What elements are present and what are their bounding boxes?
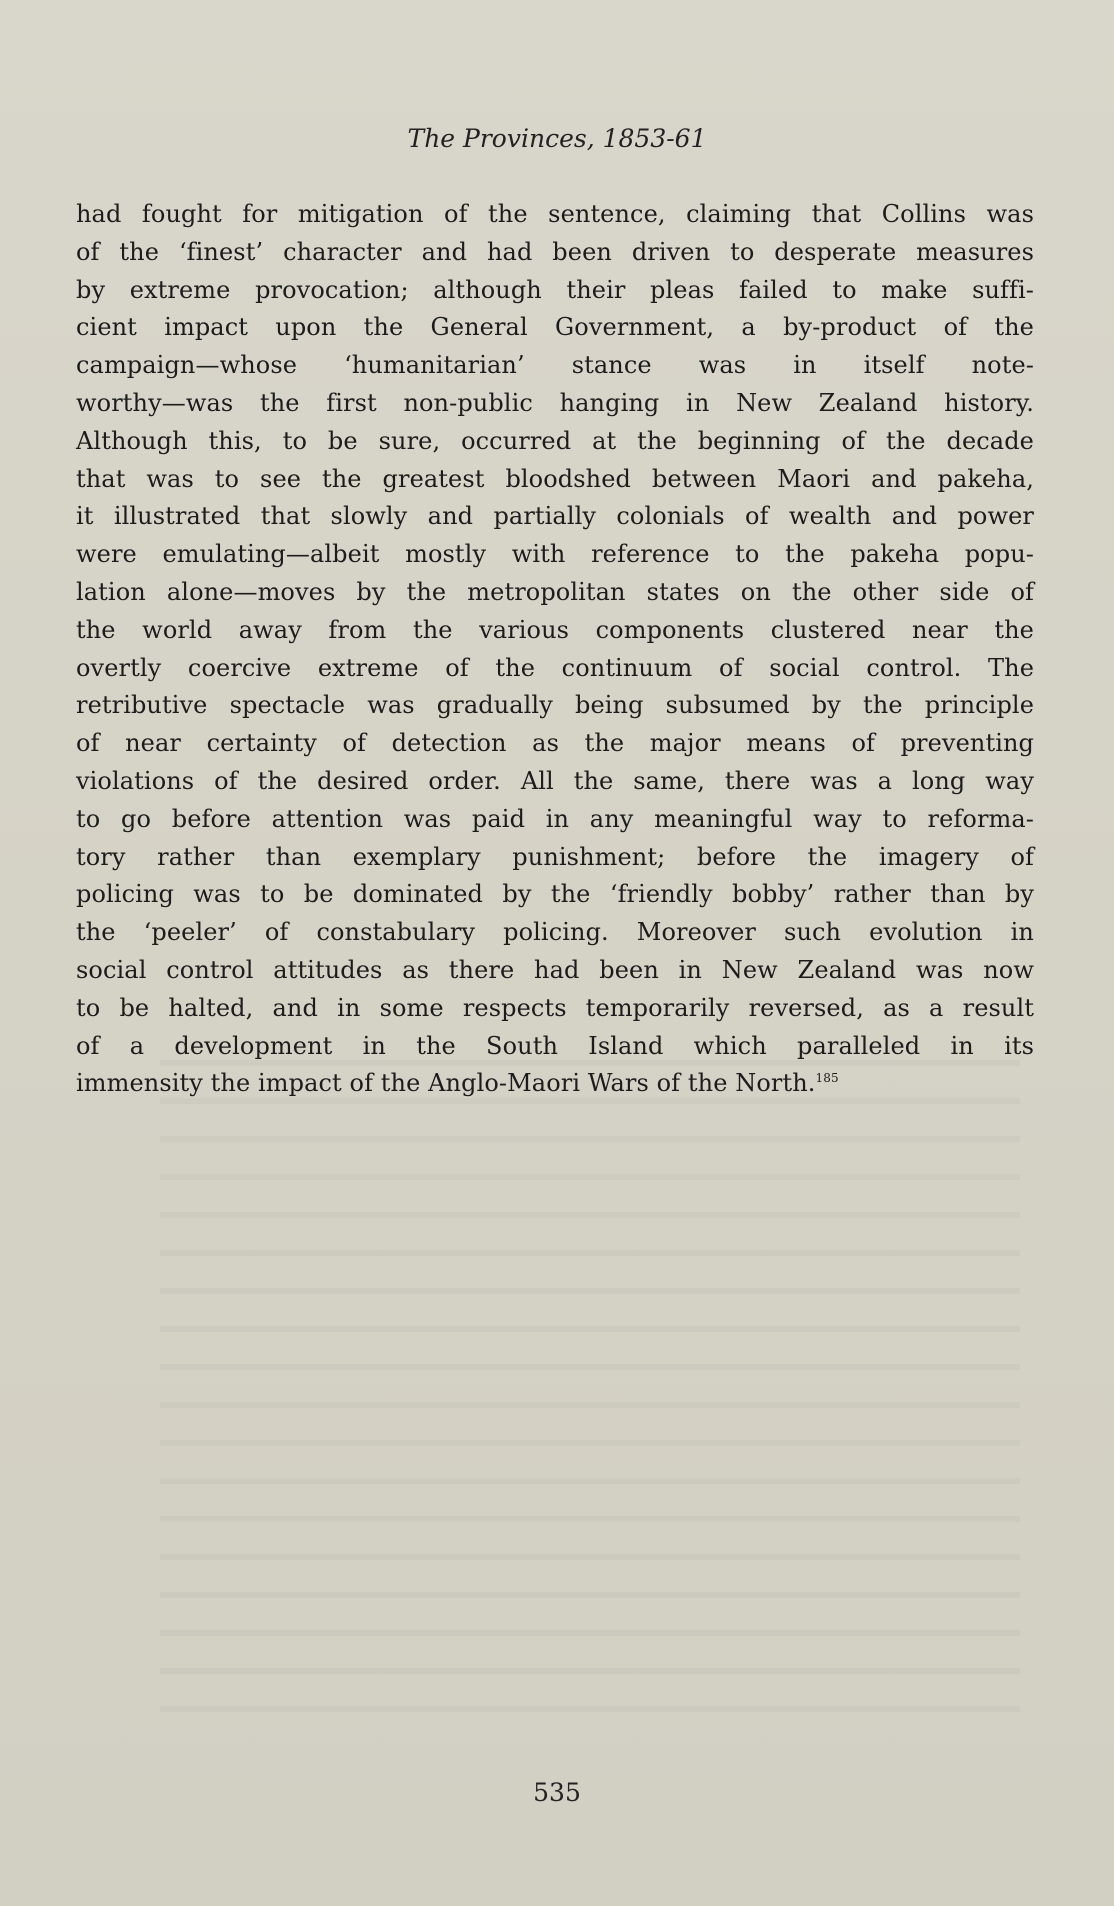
text-line: of a development in the South Island which paralleled in its (76, 1031, 1034, 1060)
text-line: violations of the desired order. All the same, there was a long way (76, 766, 1034, 795)
text-line-last (76, 1065, 1034, 1103)
body-paragraph (76, 196, 1034, 1103)
text-line: Although this, to be sure, occurred at the beginning of the decade (76, 426, 1034, 455)
text-line: overtly coercive extreme of the continuum of social control. The (76, 653, 1034, 682)
text-line: immensity the impact of the Anglo-Maori Wars of the North. (76, 1069, 816, 1098)
text-line: of the ‘finest’ character and had been driven to desperate measures (76, 237, 1034, 266)
text-line: policing was to be dominated by the ‘friendly bobby’ rather than by (76, 880, 1034, 909)
text-line: that was to see the greatest bloodshed between Maori and pakeha, (76, 464, 1034, 493)
text-line: to be halted, and in some respects temporarily reversed, as a result (76, 993, 1034, 1022)
text-line: social control attitudes as there had been in New Zealand was now (76, 955, 1034, 984)
text-line: had fought for mitigation of the sentence, claiming that Collins was (76, 200, 1034, 228)
text-line: of near certainty of detection as the major means of preventing (76, 729, 1034, 758)
running-head: The Provinces, 1853-61 (407, 124, 707, 153)
text-line: to go before attention was paid in any meaningful way to reforma- (76, 804, 1034, 833)
show-through-texture (160, 1060, 1020, 1740)
text-line: it illustrated that slowly and partially colonials of wealth and power (76, 502, 1034, 531)
text-line: campaign—whose ‘humanitarian’ stance was in itself note- (76, 351, 1034, 380)
text-line: the world away from the various components clustered near the (76, 615, 1034, 644)
text-line: the ‘peeler’ of constabulary policing. Moreover such evolution in (76, 918, 1034, 947)
text-line: worthy—was the first non-public hanging in New Zealand history. (76, 388, 1034, 417)
text-line: tory rather than exemplary punishment; before the imagery of (76, 842, 1034, 871)
text-line: retributive spectacle was gradually being subsumed by the principle (76, 691, 1034, 720)
text-line: lation alone—moves by the metropolitan states on the other side of (76, 577, 1034, 606)
text-line: by extreme provocation; although their pleas failed to make suffi- (76, 275, 1034, 304)
footnote-reference[interactable]: 185 (815, 1071, 839, 1086)
page-number: 535 (533, 1778, 581, 1807)
text-line: were emulating—albeit mostly with reference to the pakeha popu- (76, 540, 1034, 569)
text-line: cient impact upon the General Government, a by-product of the (76, 313, 1034, 342)
